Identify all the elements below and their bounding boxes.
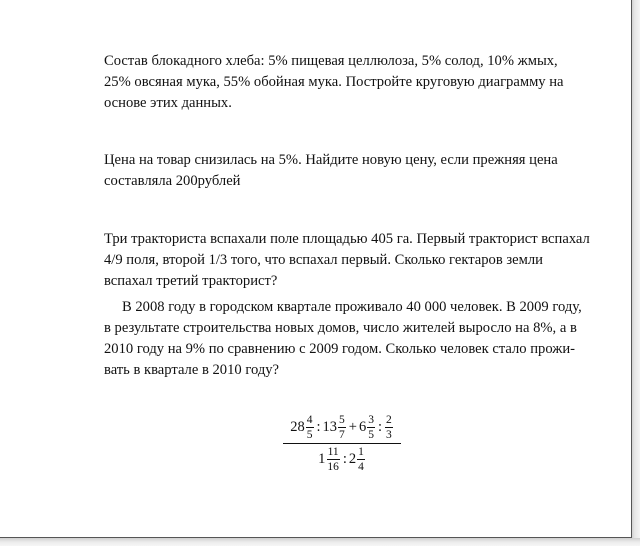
page-border-bottom [0, 537, 632, 538]
den-term2-fraction [357, 446, 365, 473]
problem4-line-4: вать в квартале в 2010 году? [104, 362, 280, 378]
problem1-line-1: Состав блокадного хлеба: 5% пищевая целлюлоза, 5% солод, 10% жмых, [104, 53, 558, 69]
num-term3-whole: 6 [358, 419, 367, 435]
problem3-line-2: 4/9 поля, второй 1/3 того, что вспахал первый. Сколько гектаров земли [104, 252, 543, 268]
num-term2-denominator: 7 [339, 429, 345, 441]
num-term1-denominator: 5 [306, 429, 313, 441]
problem-price-discount [104, 150, 594, 192]
problem2-line-2: составляла 200рублей [104, 173, 241, 189]
page-shadow-right [631, 0, 640, 546]
problem4-line-1: В 2008 году в городском квартале проживало 40 000 человек. В 2009 году, [122, 299, 582, 315]
den-term2-denominator: 4 [358, 461, 364, 473]
problem-bread-composition [104, 51, 594, 114]
num-term3-denominator: 5 [368, 429, 374, 441]
num-term3-numerator: 3 [368, 414, 374, 426]
problem3-line-3: вспахал третий тракторист? [104, 273, 278, 289]
problem4-line-2: в результате строительства новых домов, число жителей выросло на 8%, а в [104, 320, 577, 336]
fraction-expression [283, 414, 401, 473]
num-term3-fraction [367, 414, 375, 441]
problem3-line-1: Три тракториста вспахали поле площадью 405 га. Первый тракторист вспахал [104, 231, 590, 247]
den-term1-whole: 1 [318, 451, 326, 467]
problem2-line-1: Цена на товар снизилась на 5%. Найдите новую цену, если прежняя цена [104, 152, 558, 168]
num-op-divide-1: : [316, 419, 321, 435]
num-term4-denominator: 3 [386, 429, 392, 441]
problem1-line-3: основе этих данных. [104, 95, 232, 111]
num-term1-fraction [306, 414, 314, 441]
num-term1-numerator: 4 [306, 414, 313, 426]
expression-numerator [283, 414, 401, 441]
num-term2-fraction [338, 414, 346, 441]
den-term2-numerator: 1 [358, 446, 364, 458]
main-fraction-bar [283, 443, 401, 444]
page-shadow-bottom [0, 538, 640, 546]
den-term1-denominator: 16 [327, 461, 339, 473]
num-term4-numerator: 2 [386, 414, 392, 426]
problem-city-population [104, 297, 594, 381]
page-border-right [631, 0, 632, 538]
num-term2-whole: 13 [322, 419, 338, 435]
num-op-divide-2: : [377, 419, 382, 435]
expression-denominator [283, 446, 401, 473]
den-term2-whole: 2 [348, 451, 357, 467]
num-term4-fraction [385, 414, 393, 441]
problem1-line-2: 25% овсяная мука, 55% обойная мука. Постройте круговую диаграмму на [104, 74, 564, 90]
problem4-line-3: 2010 году на 9% по сравнению с 2009 годом. Сколько человек стало прожи- [104, 341, 576, 357]
num-term2-numerator: 5 [339, 414, 345, 426]
den-term1-fraction [326, 446, 340, 473]
den-term1-numerator: 11 [327, 446, 339, 458]
num-op-plus: + [348, 419, 357, 435]
num-term1-whole: 28 [290, 419, 305, 435]
den-op-divide: : [342, 451, 347, 467]
problem-tractor-drivers [104, 229, 594, 292]
